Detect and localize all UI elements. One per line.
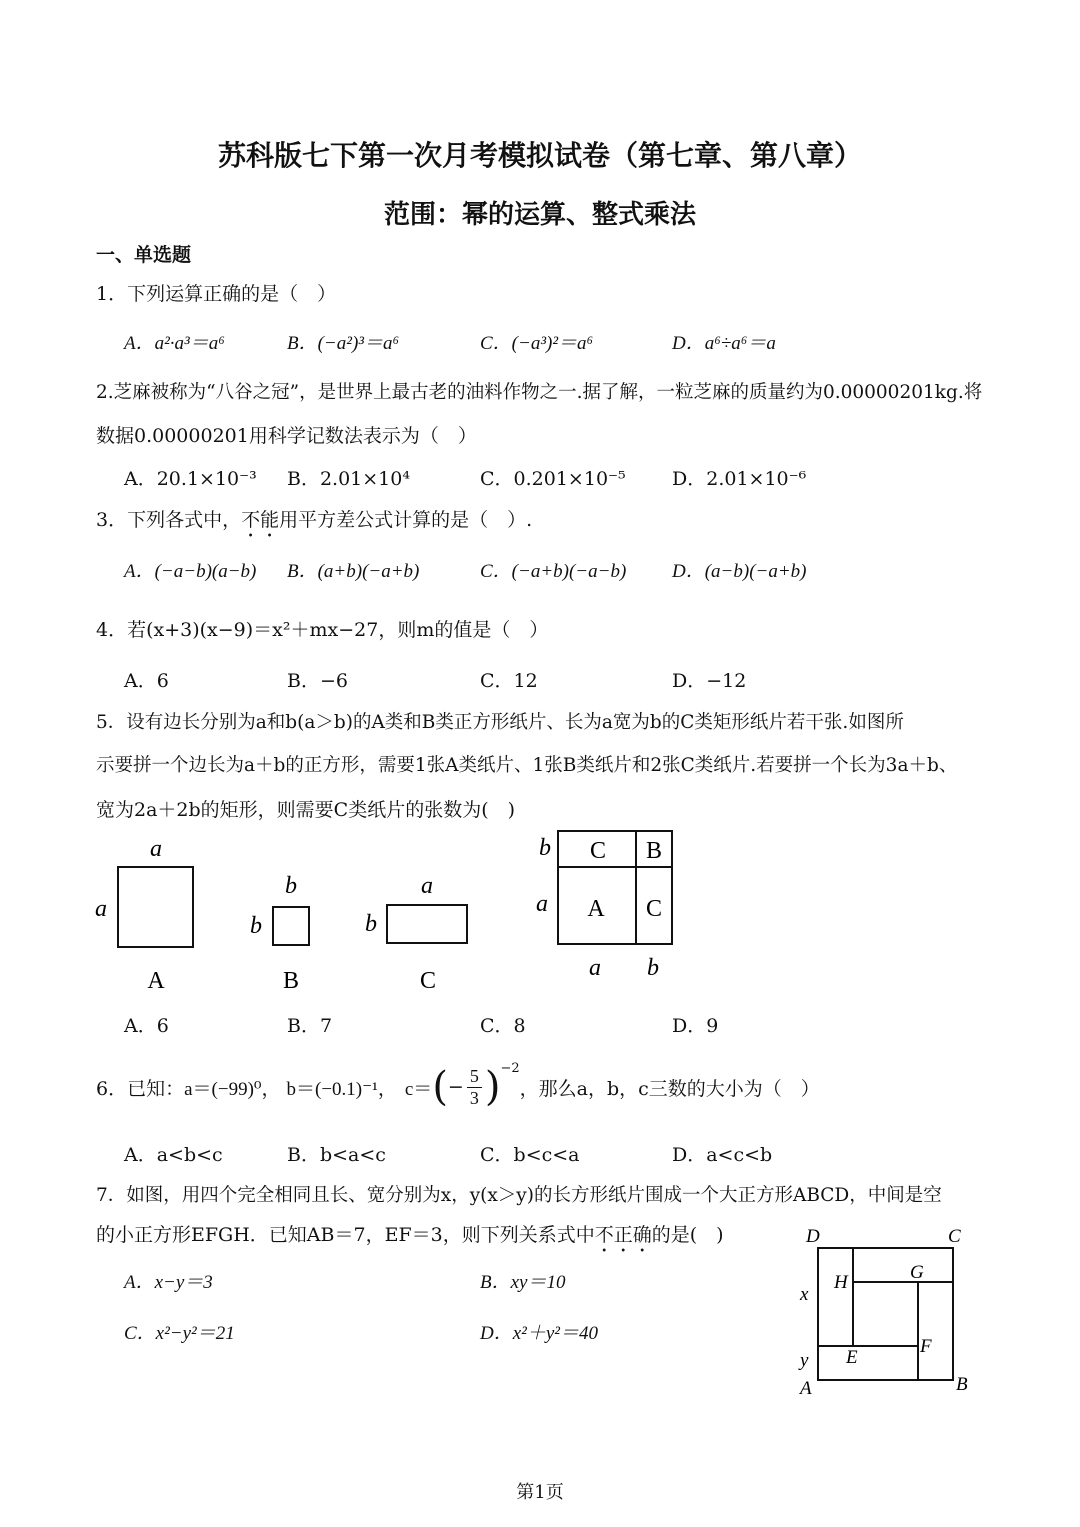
side-x-label: x <box>800 1284 809 1305</box>
inner-h-label: H <box>834 1272 848 1293</box>
question-5-option-c: C．8 <box>480 1015 526 1037</box>
question-7-option-d: D．x²＋y²＝40 <box>480 1323 598 1344</box>
square-b <box>273 907 309 945</box>
square-a <box>118 867 193 947</box>
question-6-a-expr: a＝(−99)⁰， <box>184 1078 281 1100</box>
square-b-top-label: b <box>285 873 297 899</box>
question-6-fraction-denominator: 3 <box>469 1087 479 1108</box>
question-4-option-d: D．−12 <box>672 670 747 692</box>
question-6-option-b: B．b<a<c <box>287 1144 386 1166</box>
composite-cell-bottom-right: C <box>645 896 663 922</box>
question-5-option-b: B．7 <box>287 1015 333 1037</box>
composite-cell-top-right: B <box>645 838 663 864</box>
corner-c-label: C <box>948 1226 961 1247</box>
question-1-option-b: B．(−a²)³＝a⁶ <box>287 333 400 354</box>
corner-b-label: B <box>956 1374 968 1395</box>
question-7-option-c: C．x²−y²＝21 <box>124 1323 235 1344</box>
question-7-option-b: B．xy＝10 <box>480 1272 566 1293</box>
question-3-stem-post: 用平方差公式计算的是（ ）. <box>279 509 533 531</box>
corner-d-label: D <box>806 1226 820 1247</box>
question-5-stem-line2: 示要拼一个边长为a＋b的正方形，需要1张A类纸片、1张B类纸片和2张C类纸片.若要拼一个长为3a＋b、 <box>96 755 958 776</box>
question-6-c-label: c＝ <box>404 1078 433 1100</box>
question-2-option-d: D．2.01×10⁻⁶ <box>672 468 807 490</box>
question-4-stem: 4．若(x+3)(x−9)＝x²＋mx−27，则m的值是（ ） <box>96 619 549 641</box>
question-7-stem-line1: 7．如图，用四个完全相同且长、宽分别为x，y(x＞y)的长方形纸片围成一个大正方形ABCD，中间是空 <box>96 1185 942 1206</box>
question-5-stem-line1: 5．设有边长分别为a和b(a＞b)的A类和B类正方形纸片、长为a宽为b的C类矩形纸片若干张.如图所 <box>96 712 904 733</box>
question-6-c-minus: − <box>447 1076 464 1098</box>
square-a-name: A <box>147 968 165 994</box>
square-b-side-label: b <box>250 913 262 939</box>
side-y-label: y <box>800 1350 809 1371</box>
section-heading: 一、单选题 <box>96 244 192 266</box>
question-5-figure <box>80 825 720 1000</box>
question-7-stem-line2 <box>96 1220 724 1257</box>
question-7-stem-line2-post: 的是( ) <box>651 1224 724 1246</box>
composite-bottom-label-a: a <box>589 955 601 981</box>
corner-a-label: A <box>800 1378 812 1399</box>
question-6-option-a: A．a<b<c <box>124 1144 223 1166</box>
rectangle-c-name: C <box>419 968 437 994</box>
question-3-stem-emphasis: 不能 <box>241 509 280 531</box>
question-7-stem-line2-pre: 的小正方形EFGH．已知AB＝7，EF＝3，则下列关系式中 <box>96 1224 595 1246</box>
question-6-fraction <box>467 1066 482 1108</box>
question-2-option-c: C．0.201×10⁻⁵ <box>480 468 626 490</box>
question-7-stem-emphasis: 不正确 <box>594 1224 652 1246</box>
question-4-option-b: B．−6 <box>287 670 348 692</box>
question-6-fraction-numerator: 5 <box>467 1066 482 1088</box>
question-6-b-expr: b＝(−0.1)⁻¹， <box>286 1078 397 1100</box>
rectangle-c <box>387 905 467 943</box>
question-7-option-a: A．x−y＝3 <box>124 1272 213 1293</box>
question-4-option-c: C．12 <box>480 670 538 692</box>
question-5-option-d: D．9 <box>672 1015 719 1037</box>
question-6-left-paren: ( <box>432 1064 448 1110</box>
question-3-stem-pre: 3．下列各式中， <box>96 509 242 531</box>
inner-e-label: E <box>846 1347 858 1368</box>
question-1-option-a: A．a²·a³＝a⁶ <box>124 333 225 354</box>
question-2-option-b: B．2.01×10⁴ <box>287 468 410 490</box>
question-2-option-a: A．20.1×10⁻³ <box>124 468 257 490</box>
page-number: 第1页 <box>516 1482 564 1503</box>
composite-side-label-a: a <box>536 891 548 917</box>
question-3-option-b: B．(a+b)(−a+b) <box>287 561 420 582</box>
question-3-option-d: D．(a−b)(−a+b) <box>672 561 807 582</box>
page-subtitle: 范围：幂的运算、整式乘法 <box>383 200 696 230</box>
question-3-option-a: A．(−a−b)(a−b) <box>124 561 257 582</box>
question-6-prefix: 6．已知： <box>96 1077 185 1100</box>
inner-f-label: F <box>920 1336 932 1357</box>
question-2-stem-line2: 数据0.00000201用科学记数法表示为（ ） <box>96 425 477 447</box>
question-1-option-d: D．a⁶÷a⁶＝a <box>672 333 776 354</box>
question-6-suffix: ，那么a，b，c三数的大小为（ ） <box>519 1077 820 1100</box>
composite-cell-top-left: C <box>589 838 607 864</box>
composite-bottom-label-b: b <box>647 955 659 981</box>
question-6-option-c: C．b<c<a <box>480 1144 580 1166</box>
question-4-option-a: A．6 <box>124 670 169 692</box>
square-a-top-label: a <box>150 836 162 862</box>
question-3-option-c: C．(−a+b)(−a−b) <box>480 561 627 582</box>
composite-cell-bottom-left: A <box>587 896 605 922</box>
question-5-stem-line3: 宽为2a＋2b的矩形，则需要C类纸片的张数为( ) <box>96 799 516 821</box>
question-5-option-a: A．6 <box>124 1015 169 1037</box>
composite-side-label-b: b <box>539 835 551 861</box>
question-6-stem <box>96 1057 820 1117</box>
question-1-option-c: C．(−a³)²＝a⁶ <box>480 333 594 354</box>
question-6-option-d: D．a<c<b <box>672 1144 773 1166</box>
question-6-right-paren: ) <box>484 1064 501 1110</box>
question-1-stem: 1．下列运算正确的是（ ） <box>96 283 337 305</box>
square-abcd <box>818 1248 953 1380</box>
question-2-stem-line1: 2.芝麻被称为“八谷之冠”，是世界上最古老的油料作物之一.据了解，一粒芝麻的质量约为0.00000201kg.将 <box>96 382 983 403</box>
question-7-figure <box>790 1222 980 1400</box>
square-a-side-label: a <box>95 896 107 922</box>
rectangle-c-top-label: a <box>421 873 433 899</box>
square-b-name: B <box>282 968 300 994</box>
inner-g-label: G <box>910 1262 924 1283</box>
question-6-c-exponent: −2 <box>500 1061 520 1076</box>
page-title: 苏科版七下第一次月考模拟试卷（第七章、第八章） <box>217 139 862 172</box>
question-3-stem <box>96 505 532 542</box>
rectangle-c-side-label: b <box>365 911 377 937</box>
